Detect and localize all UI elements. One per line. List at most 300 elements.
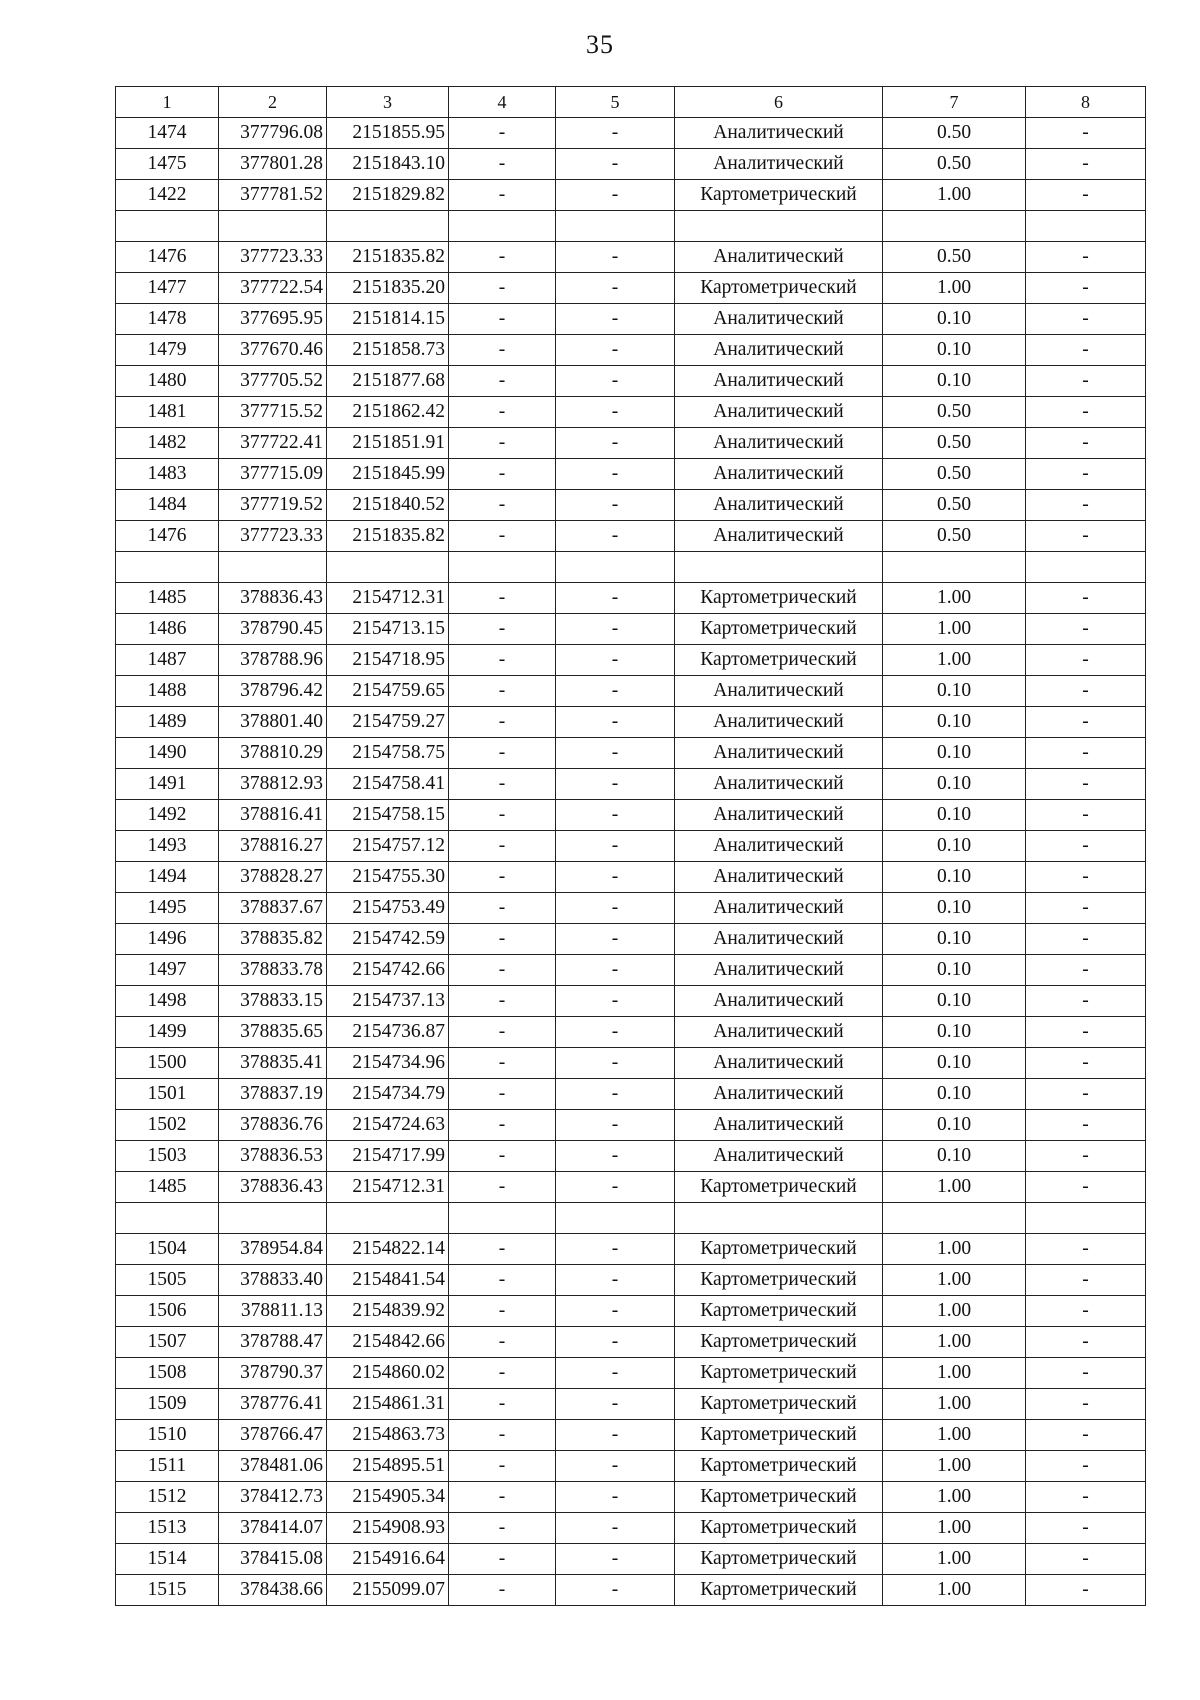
table-cell: 378796.42 [219,676,327,707]
table-cell: - [449,1265,556,1296]
table-cell: - [1026,645,1146,676]
table-cell: - [556,676,675,707]
table-cell: Аналитический [675,428,883,459]
header-cell: 1 [116,87,219,118]
table-cell: - [556,1544,675,1575]
table-cell: 0.10 [883,800,1026,831]
table-cell [449,211,556,242]
table-row [116,149,1146,180]
table-cell: Картометрический [675,645,883,676]
table-cell: 0.10 [883,1141,1026,1172]
table-cell: 1511 [116,1451,219,1482]
table-cell [883,211,1026,242]
table-cell: - [556,800,675,831]
table-cell: - [556,924,675,955]
table-cell: 1479 [116,335,219,366]
table-cell: 1488 [116,676,219,707]
table-cell: 1499 [116,1017,219,1048]
table-cell: - [1026,1048,1146,1079]
table-cell: 0.10 [883,335,1026,366]
table-cell: - [449,1420,556,1451]
table-cell: Картометрический [675,583,883,614]
table-cell: - [449,1141,556,1172]
table-cell [449,552,556,583]
table-cell: 2151862.42 [327,397,449,428]
table-cell: - [1026,521,1146,552]
table-cell: - [1026,1451,1146,1482]
table-cell: 2154908.93 [327,1513,449,1544]
table-cell: 2154758.15 [327,800,449,831]
table-cell: 378837.19 [219,1079,327,1110]
table-cell: 1497 [116,955,219,986]
table-cell: 378811.13 [219,1296,327,1327]
table-cell: 2154758.75 [327,738,449,769]
table-cell: - [449,397,556,428]
table-cell: Картометрический [675,1451,883,1482]
table-cell: 1485 [116,583,219,614]
table-cell: 378766.47 [219,1420,327,1451]
table-cell: Аналитический [675,1048,883,1079]
table-cell: - [1026,1017,1146,1048]
table-cell: 378833.78 [219,955,327,986]
table-row [116,1358,1146,1389]
table-row [116,1141,1146,1172]
table-cell: 0.10 [883,707,1026,738]
table-cell: 2154905.34 [327,1482,449,1513]
separator-row [116,1203,1146,1234]
table-row [116,1048,1146,1079]
table-cell: 0.10 [883,1079,1026,1110]
table-cell: - [556,1234,675,1265]
table-cell: 1478 [116,304,219,335]
table-cell: 1487 [116,645,219,676]
table-cell: 2154737.13 [327,986,449,1017]
table-cell: - [1026,1513,1146,1544]
table-cell: 1.00 [883,1420,1026,1451]
table-row [116,862,1146,893]
table-cell: Аналитический [675,366,883,397]
table-cell: 2154734.79 [327,1079,449,1110]
table-cell: - [556,1451,675,1482]
table-cell: Картометрический [675,1544,883,1575]
table-cell: 2154758.41 [327,769,449,800]
table-cell: - [449,1327,556,1358]
table-cell: - [449,986,556,1017]
table-cell: 378954.84 [219,1234,327,1265]
table-cell [883,1203,1026,1234]
table-cell: Картометрический [675,1234,883,1265]
separator-row [116,211,1146,242]
table-cell: 377715.52 [219,397,327,428]
table-cell: Аналитический [675,800,883,831]
table-cell: 378835.41 [219,1048,327,1079]
table-cell: 1.00 [883,1575,1026,1606]
table-cell: 1504 [116,1234,219,1265]
table-cell: - [1026,1544,1146,1575]
coordinates-table [115,86,1146,1606]
table-cell: - [449,1172,556,1203]
table-cell [327,211,449,242]
table-cell: - [1026,335,1146,366]
table-cell: 0.50 [883,242,1026,273]
table-cell: - [449,769,556,800]
table-cell: Картометрический [675,1172,883,1203]
table-cell: 1477 [116,273,219,304]
table-cell: 2154742.59 [327,924,449,955]
table-cell: - [449,242,556,273]
table-cell: - [1026,273,1146,304]
table-cell: - [449,614,556,645]
table-cell: 1495 [116,893,219,924]
table-row [116,707,1146,738]
table-cell: Аналитический [675,738,883,769]
table-cell: - [556,1172,675,1203]
table-row [116,118,1146,149]
table-cell: - [1026,180,1146,211]
table-cell: Картометрический [675,1513,883,1544]
table-cell: 378833.40 [219,1265,327,1296]
table-row [116,1110,1146,1141]
table-row [116,521,1146,552]
table-cell: 1474 [116,118,219,149]
header-cell: 2 [219,87,327,118]
table-cell: - [556,1420,675,1451]
table-cell: Аналитический [675,335,883,366]
table-cell: 1494 [116,862,219,893]
table-row [116,831,1146,862]
table-cell: 1510 [116,1420,219,1451]
table-cell: 377715.09 [219,459,327,490]
table-cell: Аналитический [675,924,883,955]
table-cell: 0.10 [883,862,1026,893]
table-cell: - [556,955,675,986]
table-cell: 0.50 [883,459,1026,490]
table-cell: 378788.47 [219,1327,327,1358]
table-cell: 1.00 [883,1513,1026,1544]
table-cell: 2154712.31 [327,1172,449,1203]
table-cell: 2154736.87 [327,1017,449,1048]
table-cell: Аналитический [675,769,883,800]
table-cell: - [449,304,556,335]
table-cell: 0.10 [883,1017,1026,1048]
table-cell [1026,211,1146,242]
table-cell: 1514 [116,1544,219,1575]
table-cell: 2154841.54 [327,1265,449,1296]
separator-row [116,552,1146,583]
table-cell: 1508 [116,1358,219,1389]
table-cell: - [1026,1172,1146,1203]
table-cell: 378812.93 [219,769,327,800]
table-cell: - [556,1389,675,1420]
table-cell: 378414.07 [219,1513,327,1544]
table-cell: 2154755.30 [327,862,449,893]
table-cell: 0.10 [883,831,1026,862]
table-cell: 2151814.15 [327,304,449,335]
table-cell: 2154822.14 [327,1234,449,1265]
table-cell: - [1026,862,1146,893]
table-cell: - [1026,397,1146,428]
table-row [116,738,1146,769]
table-cell: 2154863.73 [327,1420,449,1451]
table-row [116,1079,1146,1110]
table-cell: Картометрический [675,1327,883,1358]
table-cell: - [556,428,675,459]
table-cell: Аналитический [675,676,883,707]
table-cell: - [556,893,675,924]
table-cell: Аналитический [675,397,883,428]
table-cell: - [556,614,675,645]
table-row [116,955,1146,986]
table-cell: 378835.65 [219,1017,327,1048]
table-cell: Картометрический [675,180,883,211]
table-cell: - [1026,1482,1146,1513]
table-cell: Аналитический [675,304,883,335]
table-cell: 1493 [116,831,219,862]
table-cell: 0.10 [883,893,1026,924]
table-cell: - [1026,924,1146,955]
table-cell [1026,1203,1146,1234]
table-cell: Аналитический [675,955,883,986]
table-cell: 378836.43 [219,1172,327,1203]
table-cell: 1507 [116,1327,219,1358]
table-cell: 2154712.31 [327,583,449,614]
table-cell: 2154724.63 [327,1110,449,1141]
table-cell: 1486 [116,614,219,645]
table-cell: - [556,1048,675,1079]
table-cell: 1476 [116,521,219,552]
table-row [116,1482,1146,1513]
table-row [116,583,1146,614]
table-row [116,335,1146,366]
table-cell: 0.10 [883,366,1026,397]
table-cell: 2154742.66 [327,955,449,986]
table-cell: - [449,1482,556,1513]
table-cell: - [1026,1265,1146,1296]
table-cell: 1483 [116,459,219,490]
table-cell: - [449,1544,556,1575]
table-cell: 1491 [116,769,219,800]
table-cell [116,552,219,583]
table-cell: 378836.76 [219,1110,327,1141]
page-number: 35 [586,30,614,59]
table-cell: - [449,490,556,521]
table-cell: 2151835.82 [327,521,449,552]
table-cell: - [449,1389,556,1420]
table-cell: - [1026,1141,1146,1172]
table-row [116,986,1146,1017]
table-cell: - [1026,490,1146,521]
table-cell: - [449,1017,556,1048]
table-cell: 378816.41 [219,800,327,831]
table-cell: Аналитический [675,831,883,862]
table-cell: 2151851.91 [327,428,449,459]
table-cell: 1.00 [883,645,1026,676]
table-cell: 378788.96 [219,645,327,676]
table-cell: - [1026,831,1146,862]
table-cell: 2154916.64 [327,1544,449,1575]
table-cell: Аналитический [675,1110,883,1141]
table-cell: Аналитический [675,862,883,893]
table-cell: - [449,428,556,459]
table-row [116,1575,1146,1606]
table-cell: Аналитический [675,459,883,490]
table-cell: - [556,645,675,676]
table-cell: - [449,180,556,211]
table-row [116,366,1146,397]
table-cell: - [1026,986,1146,1017]
table-cell: - [1026,1327,1146,1358]
table-cell: - [449,893,556,924]
table-cell: - [1026,583,1146,614]
table-cell: - [1026,707,1146,738]
table-row [116,1017,1146,1048]
table-cell: - [1026,118,1146,149]
table-cell: Аналитический [675,1017,883,1048]
table-cell: 378828.27 [219,862,327,893]
table-header [116,87,1146,118]
table-cell: - [556,459,675,490]
header-cell: 3 [327,87,449,118]
table-cell [675,1203,883,1234]
table-cell [556,552,675,583]
table-cell: 377801.28 [219,149,327,180]
table-row [116,304,1146,335]
table-cell: 1481 [116,397,219,428]
table-row [116,459,1146,490]
table-cell: - [556,1575,675,1606]
table-cell: Картометрический [675,273,883,304]
table-cell: 1484 [116,490,219,521]
table-cell: 2154860.02 [327,1358,449,1389]
table-cell: - [449,1451,556,1482]
table-cell: 1509 [116,1389,219,1420]
table-cell: 378836.43 [219,583,327,614]
table-cell: - [449,1079,556,1110]
table-cell: 377719.52 [219,490,327,521]
table-cell: - [449,366,556,397]
table-cell: - [449,335,556,366]
table-cell: 1.00 [883,1544,1026,1575]
table-cell: 2154839.92 [327,1296,449,1327]
table-cell: - [1026,304,1146,335]
table-cell: 1503 [116,1141,219,1172]
table-cell [116,1203,219,1234]
table-cell: 1.00 [883,1389,1026,1420]
table-cell: 1502 [116,1110,219,1141]
table-cell: 2151843.10 [327,149,449,180]
table-cell: 378481.06 [219,1451,327,1482]
table-cell: 1.00 [883,1358,1026,1389]
table-cell: Аналитический [675,521,883,552]
table-cell: - [1026,459,1146,490]
table-cell: - [556,769,675,800]
table-cell: 1475 [116,149,219,180]
table-row [116,924,1146,955]
table-cell: - [556,521,675,552]
table-cell: - [449,1048,556,1079]
table-row [116,893,1146,924]
table-cell: 377695.95 [219,304,327,335]
table-cell [883,552,1026,583]
table-cell: - [556,1265,675,1296]
table-row [116,1234,1146,1265]
table-cell: 377670.46 [219,335,327,366]
table-cell: 378816.27 [219,831,327,862]
table-cell: - [556,180,675,211]
table-cell [219,552,327,583]
header-cell: 4 [449,87,556,118]
table-cell: 0.10 [883,924,1026,955]
table-cell: - [556,583,675,614]
table-cell: 1476 [116,242,219,273]
table-cell: 1485 [116,1172,219,1203]
table-row [116,242,1146,273]
table-cell: - [556,1017,675,1048]
table-cell: 2155099.07 [327,1575,449,1606]
table-cell: - [556,242,675,273]
table-cell: - [556,273,675,304]
table-cell: 0.10 [883,676,1026,707]
table-cell: - [449,1358,556,1389]
table-row [116,614,1146,645]
table-cell: - [556,1482,675,1513]
table-cell: 2154717.99 [327,1141,449,1172]
table-cell [116,211,219,242]
table-cell: 1.00 [883,1451,1026,1482]
table-cell: 377722.41 [219,428,327,459]
table-cell: 0.10 [883,304,1026,335]
table-cell: Картометрический [675,1482,883,1513]
table-cell: 1506 [116,1296,219,1327]
table-row [116,1327,1146,1358]
table-cell: - [449,459,556,490]
table-cell: - [449,273,556,304]
table-cell: Аналитический [675,490,883,521]
table-cell: 1.00 [883,1327,1026,1358]
table-cell: 2151829.82 [327,180,449,211]
table-cell: 1513 [116,1513,219,1544]
table-cell: 2154718.95 [327,645,449,676]
table-row [116,273,1146,304]
table-cell: 1482 [116,428,219,459]
table-cell: - [556,1079,675,1110]
table-cell [219,211,327,242]
table-cell: Аналитический [675,986,883,1017]
table-cell: - [556,335,675,366]
table-cell: 377723.33 [219,242,327,273]
table-row [116,1420,1146,1451]
table-cell: Картометрический [675,1358,883,1389]
header-cell: 7 [883,87,1026,118]
table-cell: 377722.54 [219,273,327,304]
table-cell: 378833.15 [219,986,327,1017]
table-cell: - [556,366,675,397]
table-cell: - [556,1110,675,1141]
table-cell: 1.00 [883,1482,1026,1513]
table-cell: - [449,1296,556,1327]
table-cell: - [1026,1389,1146,1420]
table-cell: - [449,1575,556,1606]
table-cell [1026,552,1146,583]
table-cell: 378412.73 [219,1482,327,1513]
table-cell: - [556,304,675,335]
table-cell: Аналитический [675,707,883,738]
table-body [116,118,1146,1606]
table-cell: Картометрический [675,1389,883,1420]
table-cell: 0.50 [883,149,1026,180]
table-cell: - [556,1327,675,1358]
table-cell: - [449,924,556,955]
